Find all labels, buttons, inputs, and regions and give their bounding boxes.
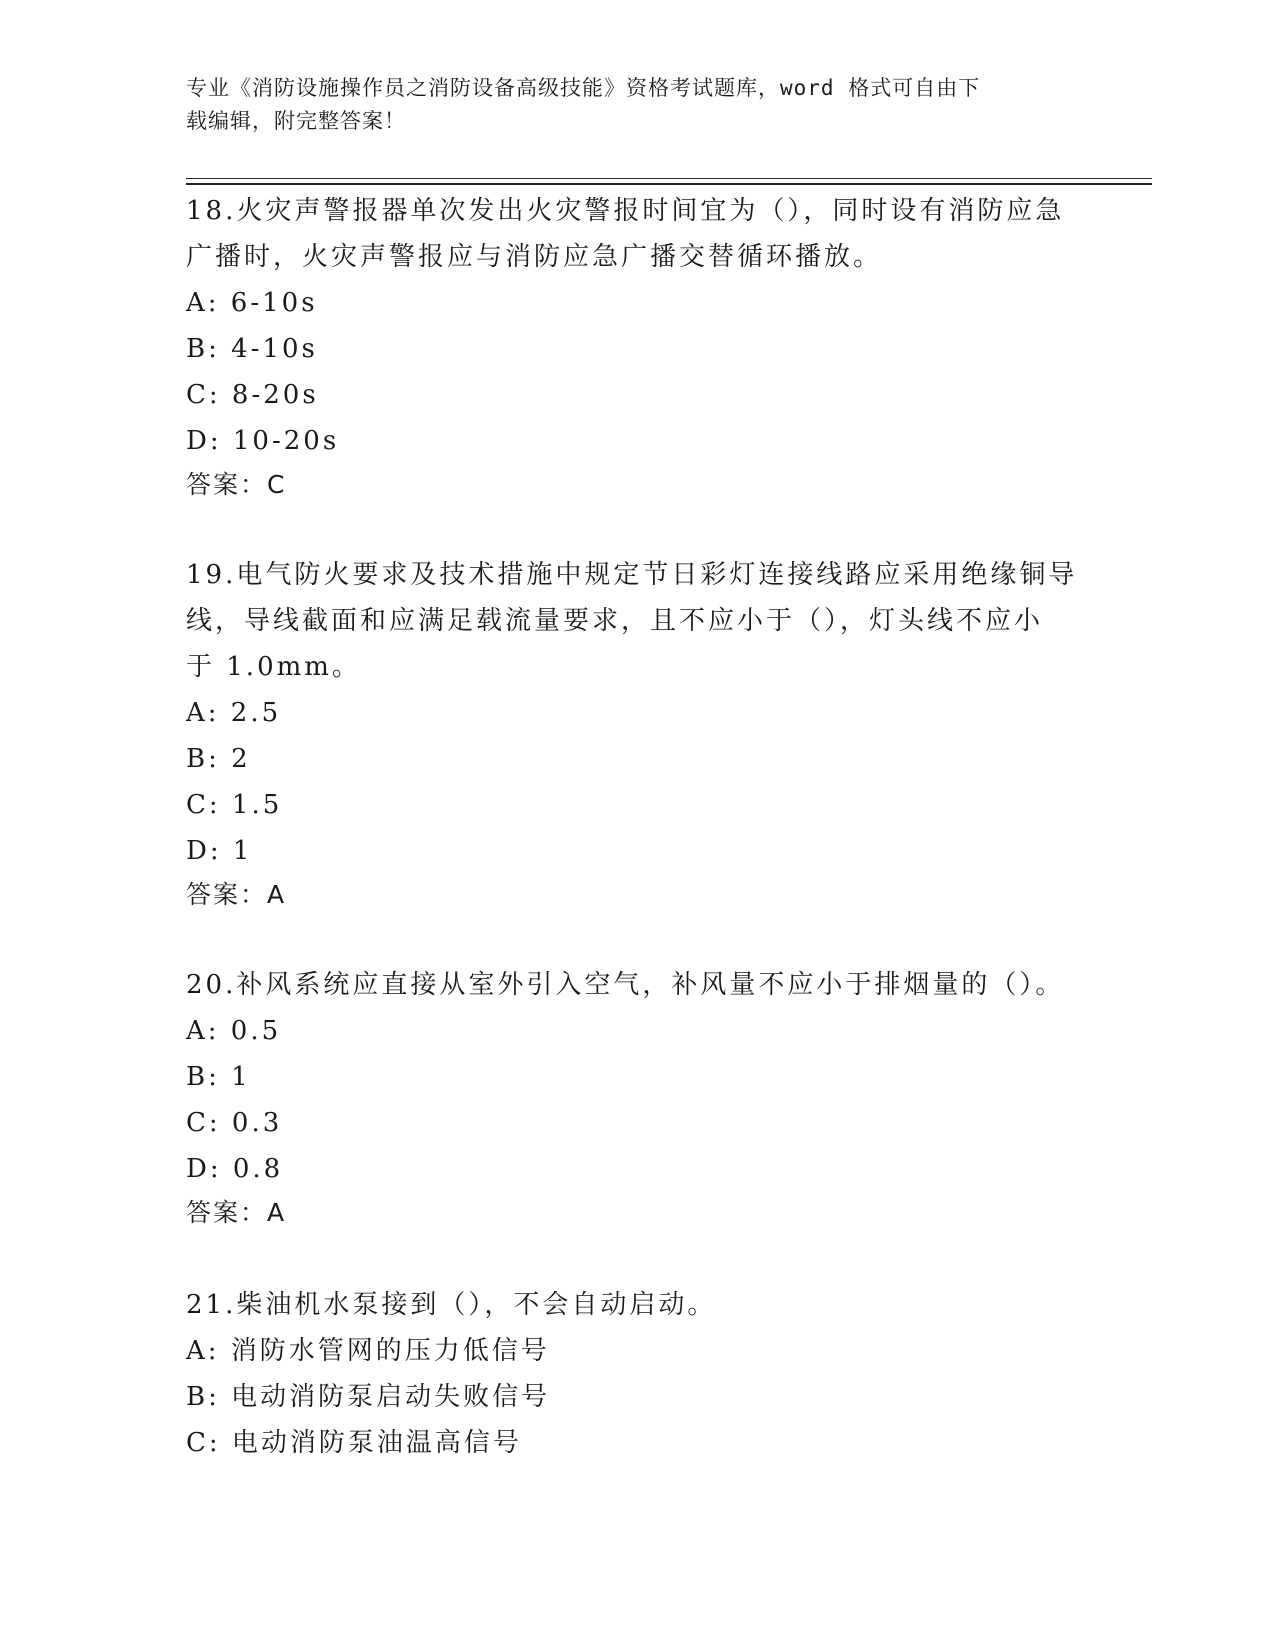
header-divider-thin	[186, 178, 1152, 179]
answer-line: 答案：A	[186, 1198, 287, 1227]
option-c: C: 8-20s	[186, 380, 319, 410]
header-line-1: 专业《消防设施操作员之消防设备高级技能》资格考试题库，word 格式可自由下	[186, 76, 981, 100]
option-a: A: 消防水管网的压力低信号	[186, 1336, 550, 1366]
document-header	[186, 72, 1066, 138]
option-c: C: 电动消防泵油温高信号	[186, 1428, 522, 1458]
question-stem-line: 线，导线截面和应满足载流量要求，且不应小于（），灯头线不应小	[186, 606, 1044, 636]
option-b: B: 2	[186, 744, 251, 774]
question-stem-line: 广播时，火灾声警报应与消防应急广播交替循环播放。	[186, 242, 883, 272]
option-d: D: 10-20s	[186, 426, 340, 456]
question-stem-line: 21.柴油机水泵接到（），不会自动启动。	[186, 1290, 717, 1320]
option-c: C: 1.5	[186, 790, 283, 820]
option-b: B: 4-10s	[186, 334, 318, 364]
question-stem-line: 18.火灾声警报器单次发出火灾警报时间宜为（），同时设有消防应急	[186, 196, 1065, 226]
question-20	[186, 962, 1086, 1234]
question-19	[186, 552, 1086, 916]
question-stem-line: 于 1.0mm。	[186, 652, 361, 682]
question-21	[186, 1282, 1086, 1466]
option-d: D: 1	[186, 836, 253, 866]
option-a: A: 6-10s	[186, 288, 318, 318]
question-18	[186, 188, 1086, 506]
question-stem-line: 19.电气防火要求及技术措施中规定节日彩灯连接线路应采用绝缘铜导	[186, 560, 1078, 590]
question-stem-line: 20.补风系统应直接从室外引入空气，补风量不应小于排烟量的（）。	[186, 970, 1065, 1000]
option-b: B: 电动消防泵启动失败信号	[186, 1382, 551, 1412]
option-c: C: 0.3	[186, 1108, 283, 1138]
answer-line: 答案：A	[186, 880, 287, 909]
option-a: A: 0.5	[186, 1016, 282, 1046]
header-divider-thick	[186, 183, 1152, 185]
header-line-2: 载编辑，附完整答案！	[186, 109, 406, 133]
option-a: A: 2.5	[186, 698, 282, 728]
option-b: B: 1	[186, 1062, 251, 1092]
answer-line: 答案：C	[186, 470, 287, 499]
option-d: D: 0.8	[186, 1154, 284, 1184]
